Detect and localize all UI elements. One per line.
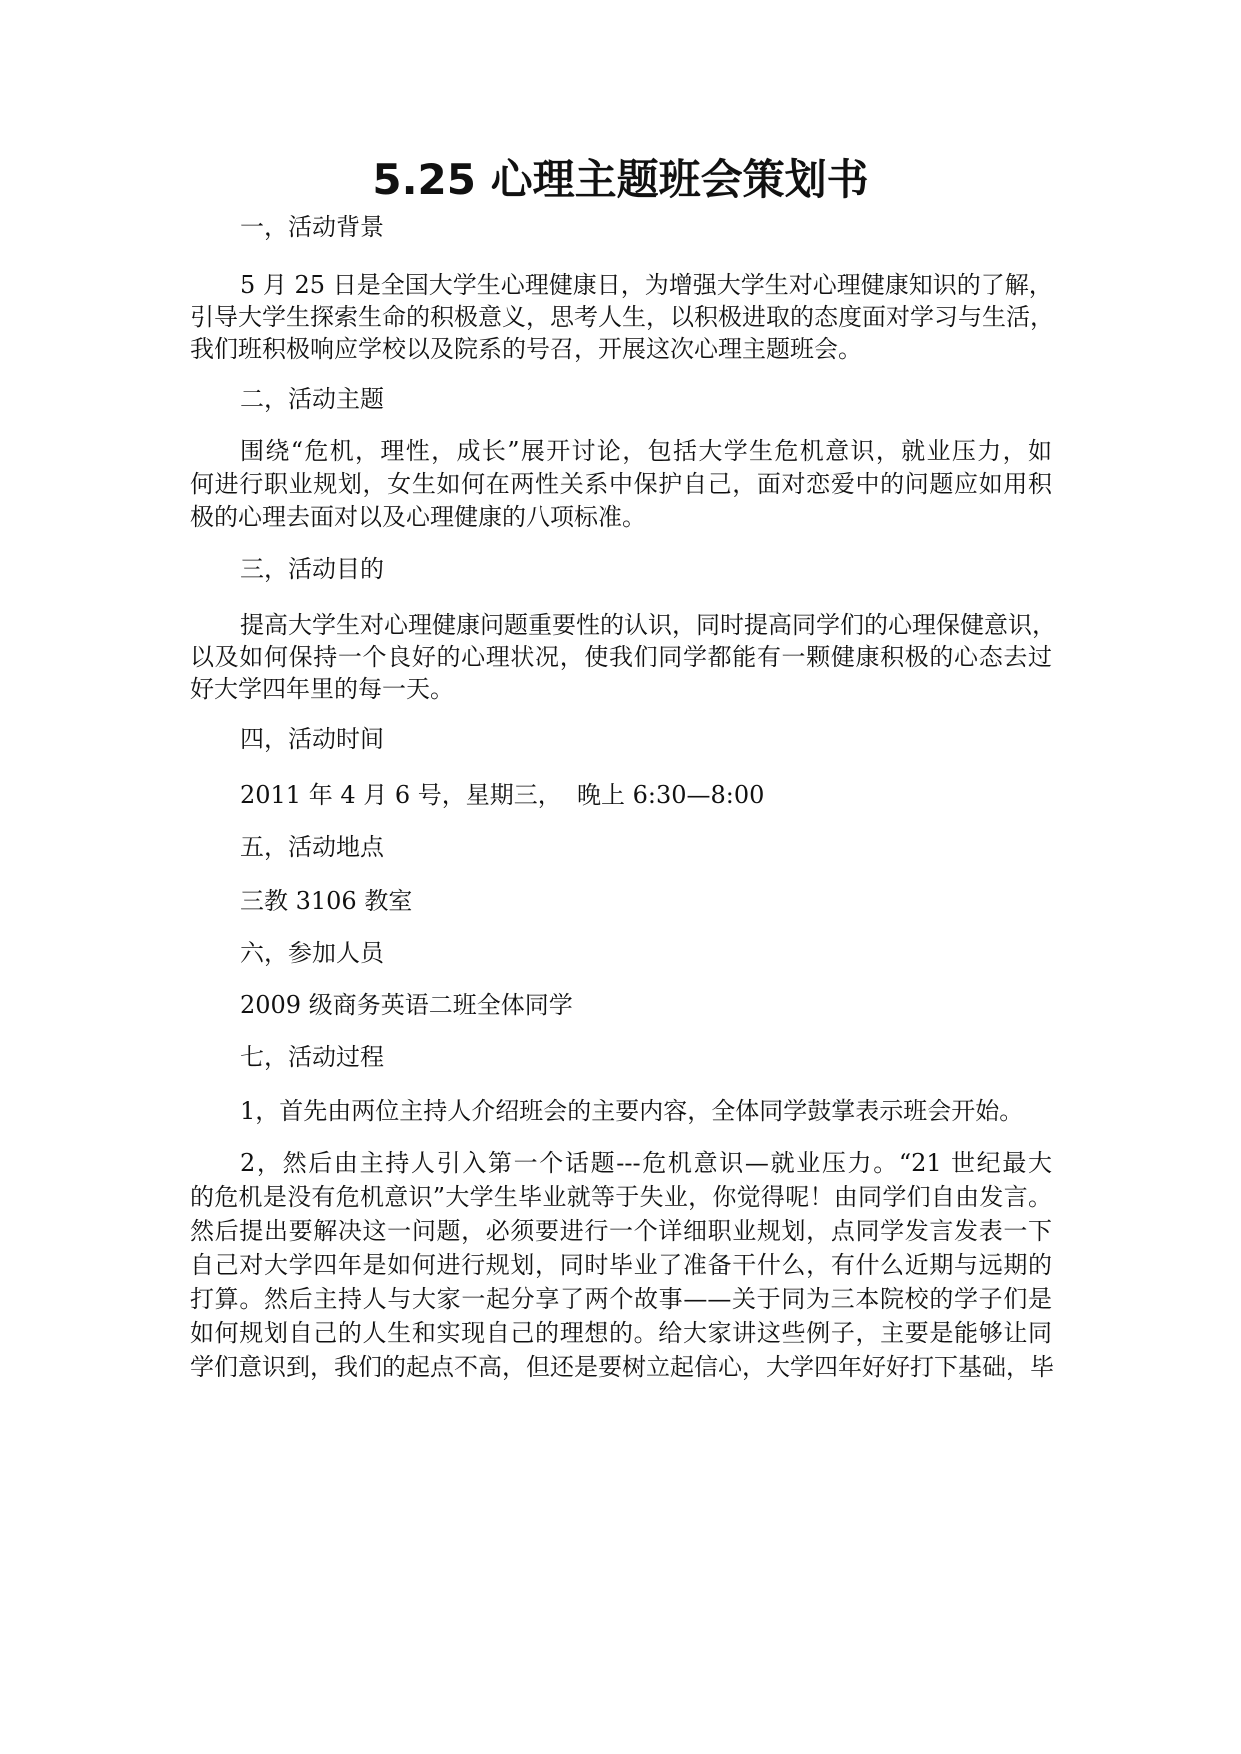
process-step-2-line: 的危机是没有危机意识”大学生毕业就等于失业，你觉得呢！由同学们自由发言。: [190, 1183, 1052, 1211]
event-participants: 2009 级商务英语二班全体同学: [240, 991, 573, 1019]
process-step-2-line: 打算。然后主持人与大家一起分享了两个故事——关于同为三本院校的学子们是: [190, 1285, 1052, 1313]
background-line: 5 月 25 日是全国大学生心理健康日，为增强大学生对心理健康知识的了解，: [240, 271, 1053, 299]
section-heading-location: 五，活动地点: [240, 833, 384, 861]
section-heading-background: 一，活动背景: [240, 213, 384, 241]
section-heading-time: 四，活动时间: [240, 725, 384, 753]
background-line: 引导大学生探索生命的积极意义，思考人生，以积极进取的态度面对学习与生活，: [190, 303, 1054, 331]
purpose-line: 以及如何保持一个良好的心理状况，使我们同学都能有一颗健康积极的心态去过: [190, 643, 1052, 671]
event-location: 三教 3106 教室: [240, 887, 413, 915]
section-heading-participants: 六，参加人员: [240, 939, 384, 967]
process-step-2-line: 学们意识到，我们的起点不高，但还是要树立起信心，大学四年好好打下基础，毕: [190, 1353, 1054, 1381]
process-step-2-line: 如何规划自己的人生和实现自己的理想的。给大家讲这些例子，主要是能够让同: [190, 1319, 1052, 1347]
purpose-line: 好大学四年里的每一天。: [190, 675, 454, 703]
purpose-line: 提高大学生对心理健康问题重要性的认识，同时提高同学们的心理保健意识，: [240, 611, 1056, 639]
document-title: 5.25 心理主题班会策划书: [372, 155, 869, 204]
process-step-1: 1，首先由两位主持人介绍班会的主要内容，全体同学鼓掌表示班会开始。: [240, 1097, 1024, 1125]
process-step-2-line: 2，然后由主持人引入第一个话题---危机意识—就业压力。“21 世纪最大: [240, 1149, 1052, 1177]
process-step-2-line: 自己对大学四年是如何进行规划，同时毕业了准备干什么，有什么近期与远期的: [190, 1251, 1052, 1279]
section-heading-process: 七，活动过程: [240, 1043, 384, 1071]
theme-line: 何进行职业规划，女生如何在两性关系中保护自己，面对恋爱中的问题应如用积: [190, 470, 1052, 498]
section-heading-purpose: 三，活动目的: [240, 555, 384, 583]
event-time: 2011 年 4 月 6 号，星期三， 晚上 6:30—8:00: [240, 781, 765, 809]
theme-line: 极的心理去面对以及心理健康的八项标准。: [190, 503, 646, 531]
section-heading-theme: 二，活动主题: [240, 385, 384, 413]
background-line: 我们班积极响应学校以及院系的号召，开展这次心理主题班会。: [190, 335, 862, 363]
process-step-2-line: 然后提出要解决这一问题，必须要进行一个详细职业规划，点同学发言发表一下: [190, 1217, 1052, 1245]
theme-line: 围绕“危机，理性，成长”展开讨论，包括大学生危机意识，就业压力，如: [240, 437, 1052, 465]
